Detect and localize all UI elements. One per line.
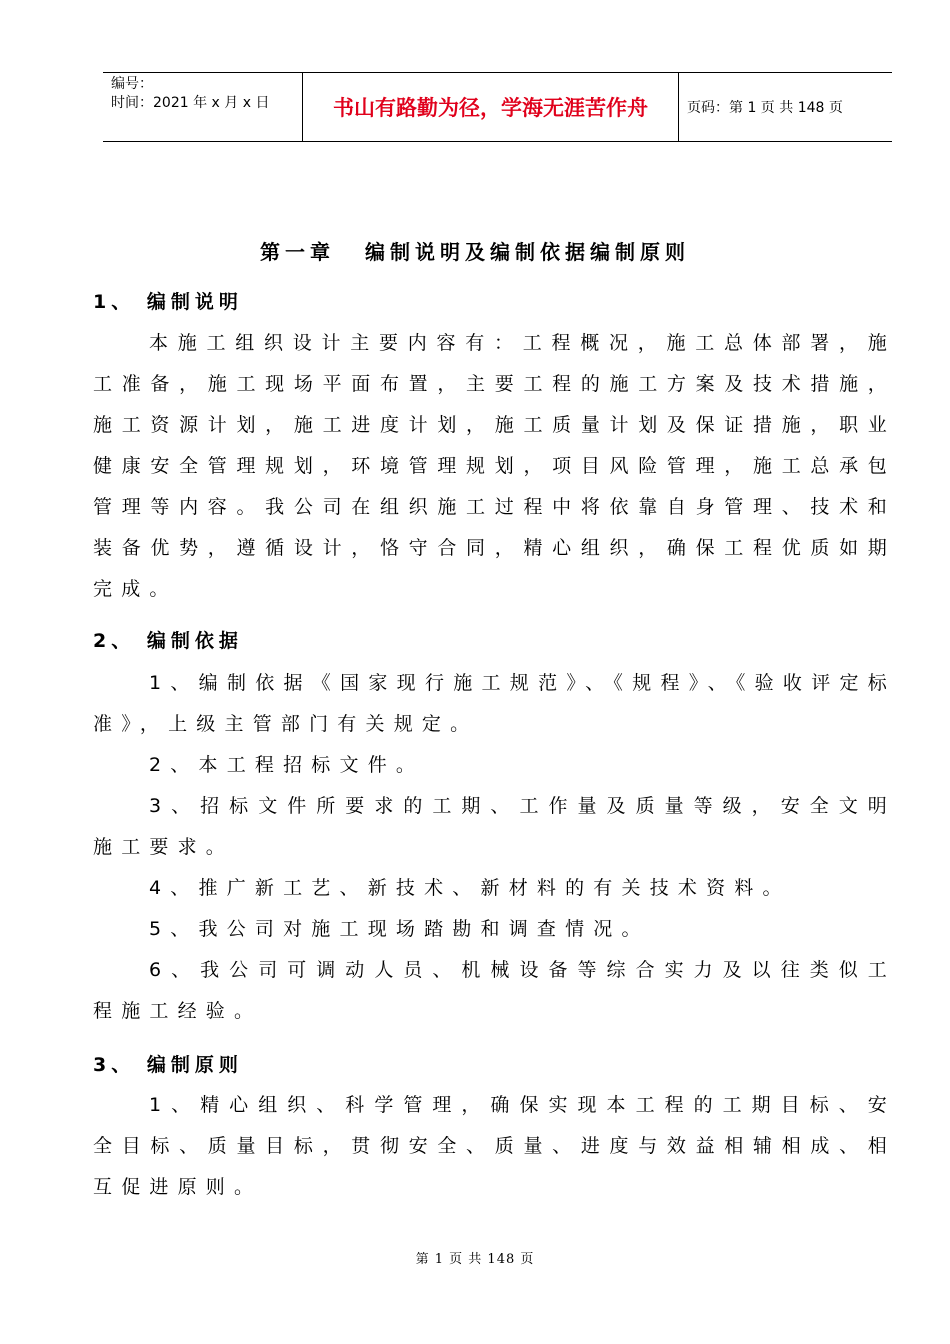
time-label: 时间：2021 年 x 月 x 日 bbox=[111, 95, 270, 111]
chapter-number: 第一章 bbox=[260, 240, 335, 264]
section-2-paragraph-3: 3、招标文件所要求的工期、工作量及质量等级，安全文明施工要求。 bbox=[93, 795, 896, 858]
section-heading-2: 2、 编制依据 bbox=[93, 630, 243, 652]
section-2-paragraph-5: 5、我公司对施工现场踏勘和调查情况。 bbox=[149, 918, 650, 940]
section-2-paragraph-2: 2、本工程招标文件。 bbox=[149, 754, 425, 776]
header-motto: 书山有路勤为径，学海无涯苦作舟 bbox=[303, 73, 679, 141]
section-2-paragraph-6: 6、我公司可调动人员、机械设备等综合实力及以往类似工程施工经验。 bbox=[93, 959, 896, 1022]
header-page-label: 页码：第 1 页 共 148 页 bbox=[687, 100, 843, 116]
header-left-cell bbox=[103, 73, 303, 141]
section-3-paragraph-1: 1、精心组织、科学管理，确保实现本工程的工期目标、安全目标、质量目标，贯彻安全、质量、进度与效益相辅相成、相互促进原则。 bbox=[93, 1094, 896, 1198]
section-2-paragraph-4: 4、推广新工艺、新技术、新材料的有关技术资料。 bbox=[149, 877, 791, 899]
page-footer: 第 1 页 共 148 页 bbox=[415, 1252, 535, 1267]
section-heading-3: 3、 编制原则 bbox=[93, 1054, 243, 1076]
chapter-name: 编制说明及编制依据编制原则 bbox=[365, 240, 690, 264]
header-table bbox=[103, 72, 892, 142]
section-2-paragraph-1: 1、编制依据《国家现行施工规范》、《规程》、《验收评定标准》，上级主管部门有关规定。 bbox=[93, 672, 896, 735]
section-heading-1: 1、 编制说明 bbox=[93, 291, 243, 313]
section-1-paragraph-1: 本施工组织设计主要内容有：工程概况，施工总体部署，施工准备，施工现场平面布置，主要工程的施工方案及技术措施，施工资源计划，施工进度计划，施工质量计划及保证措施，职业健康安全管理规划，环境管理规划，项目风险管理，施工总承包管理等内容。我公司在组织施工过程中将依靠自身管理、技术和装备优势，遵循设计，恪守合同，精心组织，确保工程优质如期完成。 bbox=[93, 332, 896, 600]
number-label: 编号： bbox=[111, 76, 153, 92]
chapter-title bbox=[0, 236, 950, 265]
